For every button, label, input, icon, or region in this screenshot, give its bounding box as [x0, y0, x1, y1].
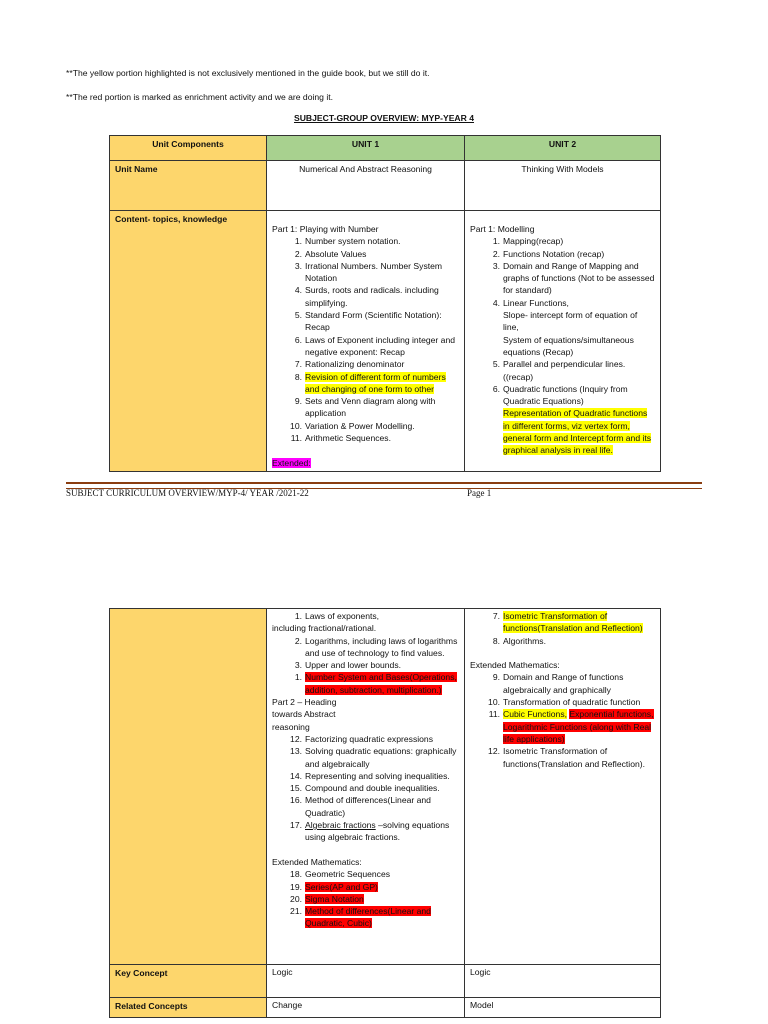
unit1-topic-list-cont-a: [272, 610, 459, 622]
overview-table-page2: [109, 608, 661, 1018]
list-item: 3. Upper and lower bounds.: [294, 660, 402, 671]
unit-name-label: Unit Name: [110, 161, 267, 211]
list-item: 13. Solving quadratic equations: graphically and algebraically: [290, 746, 457, 769]
unit2-topic-list-cont: [470, 610, 655, 647]
list-item: 2. Logarithms, including laws of logarithms and use of technology to find values.: [294, 635, 458, 658]
list-item: 7. Rationalizing denominator: [294, 359, 405, 370]
list-item: 6. Laws of Exponent including integer and negative exponent: Recap: [294, 334, 456, 357]
list-item: 2. Functions Notation (recap): [492, 248, 605, 259]
list-item: 10. Transformation of quadratic function: [488, 697, 641, 708]
footer-left: SUBJECT CURRICULUM OVERVIEW/MYP-4/ YEAR /2021-22: [66, 488, 309, 498]
list-item: 19. Series(AP and GP): [290, 881, 378, 892]
list-item: 21. Method of differences(Linear and Quadratic, Cubic): [290, 906, 431, 929]
key-concept-label: Key Concept: [110, 965, 267, 998]
list-item: 8. Revision of different form of numbers and changing of one form to other: [294, 371, 446, 394]
footer-page-number: Page 1: [467, 488, 492, 498]
unit2-name: Thinking With Models: [465, 161, 661, 211]
list-item: 11. Cubic Functions, Exponential functions, Logarithmic Functions (along with Real life applications): [488, 709, 654, 744]
unit1-content-continued: [267, 609, 465, 965]
key-concept-unit2: Logic: [465, 965, 661, 998]
header-unit-components: Unit Components: [110, 136, 267, 161]
list-item: 11. Arithmetic Sequences.: [290, 433, 391, 444]
unit2-content-continued: [465, 609, 661, 965]
header-unit2: UNIT 2: [465, 136, 661, 161]
unit1-content: [267, 211, 465, 472]
note-red: **The red portion is marked as enrichment activity and we are doing it.: [66, 92, 334, 102]
list-item: 9. Domain and Range of functions algebraically and graphically: [492, 672, 624, 695]
unit1-part1-heading: Part 1: Playing with Number: [272, 224, 379, 234]
unit1-ext-list: [272, 868, 459, 929]
unit1-part2-heading-2: towards Abstract: [272, 709, 336, 720]
list-item: 8. Algorithms.: [492, 635, 546, 646]
list-item: 1. Mapping(recap): [492, 236, 564, 247]
unit1-ext-heading: Extended Mathematics:: [272, 856, 362, 867]
content-label: Content- topics, knowledge: [110, 211, 267, 472]
list-item: 5. Standard Form (Scientific Notation): Recap: [294, 310, 442, 333]
list-item: 18. Geometric Sequences: [290, 869, 391, 880]
overview-table-page1: [109, 135, 661, 472]
list-item: 17. Algebraic fractions –solving equations using algebraic fractions.: [290, 820, 450, 843]
note-yellow: **The yellow portion highlighted is not exclusively mentioned in the guide book, but we still do it.: [66, 68, 430, 78]
list-item: 3. Irrational Numbers. Number System Notation: [294, 260, 443, 284]
header-unit1: UNIT 1: [267, 136, 465, 161]
list-item: 1. Number System and Bases(Operations, addition, subtraction, multiplication.): [294, 672, 457, 695]
unit2-topic-list: [470, 235, 655, 456]
unit1-exponent-cont: including fractional/rational.: [272, 623, 377, 634]
unit1-extended-label: Extended:: [272, 457, 311, 468]
list-item: 4. Surds, roots and radicals. including simplifying.: [294, 285, 439, 308]
list-item: 6. Quadratic functions (Inquiry from Quadratic Equations) Representation of Quadratic functions in different forms, viz vertex form, general form and Intercept form and its graphical analysis in real life.: [492, 383, 652, 456]
unit1-part2-heading-3: reasoning: [272, 721, 310, 732]
list-item: 15. Compound and double inequalities.: [290, 783, 440, 794]
unit1-topic-list: [272, 235, 459, 444]
list-item: 7. Isometric Transformation of functions(Translation and Reflection): [492, 611, 643, 634]
list-item: 5. Parallel and perpendicular lines. ((recap): [492, 359, 626, 382]
key-concept-unit1: Logic: [267, 965, 465, 998]
unit2-content: [465, 211, 661, 472]
related-concepts-unit2: Model: [465, 998, 661, 1018]
list-item: 16. Method of differences(Linear and Quadratic): [290, 795, 431, 818]
list-item: 2. Absolute Values: [294, 248, 367, 259]
list-item: 3. Domain and Range of Mapping and graphs of functions (Not to be assessed for standard): [492, 260, 655, 296]
related-concepts-unit1: Change: [267, 998, 465, 1018]
page-title: SUBJECT-GROUP OVERVIEW: MYP-YEAR 4: [293, 113, 475, 123]
list-item: 1. Laws of exponents,: [294, 611, 380, 621]
unit1-part2-heading-1: Part 2 – Heading: [272, 697, 337, 708]
unit1-topic-list-cont-b: [272, 635, 459, 696]
list-item: 14. Representing and solving inequalities.: [290, 770, 450, 781]
unit1-topic-list-part2: [272, 733, 459, 844]
unit1-name: Numerical And Abstract Reasoning: [267, 161, 465, 211]
content-label-continued: [110, 609, 267, 965]
unit2-ext-list-b: [470, 708, 655, 769]
unit2-ext-heading: Extended Mathematics:: [470, 660, 560, 671]
related-concepts-label: Related Concepts: [110, 998, 267, 1018]
list-item: 4. Linear Functions, Slope- intercept form of equation of line, System of equations/simultaneous equations (Recap): [492, 297, 638, 357]
list-item: 20. Sigma Notation: [290, 893, 364, 904]
list-item: 12. Factorizing quadratic expressions: [290, 733, 434, 744]
list-item: 9. Sets and Venn diagram along with application: [294, 396, 436, 419]
list-item: 1. Number system notation.: [294, 236, 401, 247]
list-item: 10. Variation & Power Modelling.: [290, 420, 415, 431]
unit2-part1-heading: Part 1: Modelling: [470, 224, 535, 234]
unit2-ext-list: [470, 671, 655, 708]
list-item: 12. Isometric Transformation of functions(Translation and Reflection).: [488, 746, 646, 769]
